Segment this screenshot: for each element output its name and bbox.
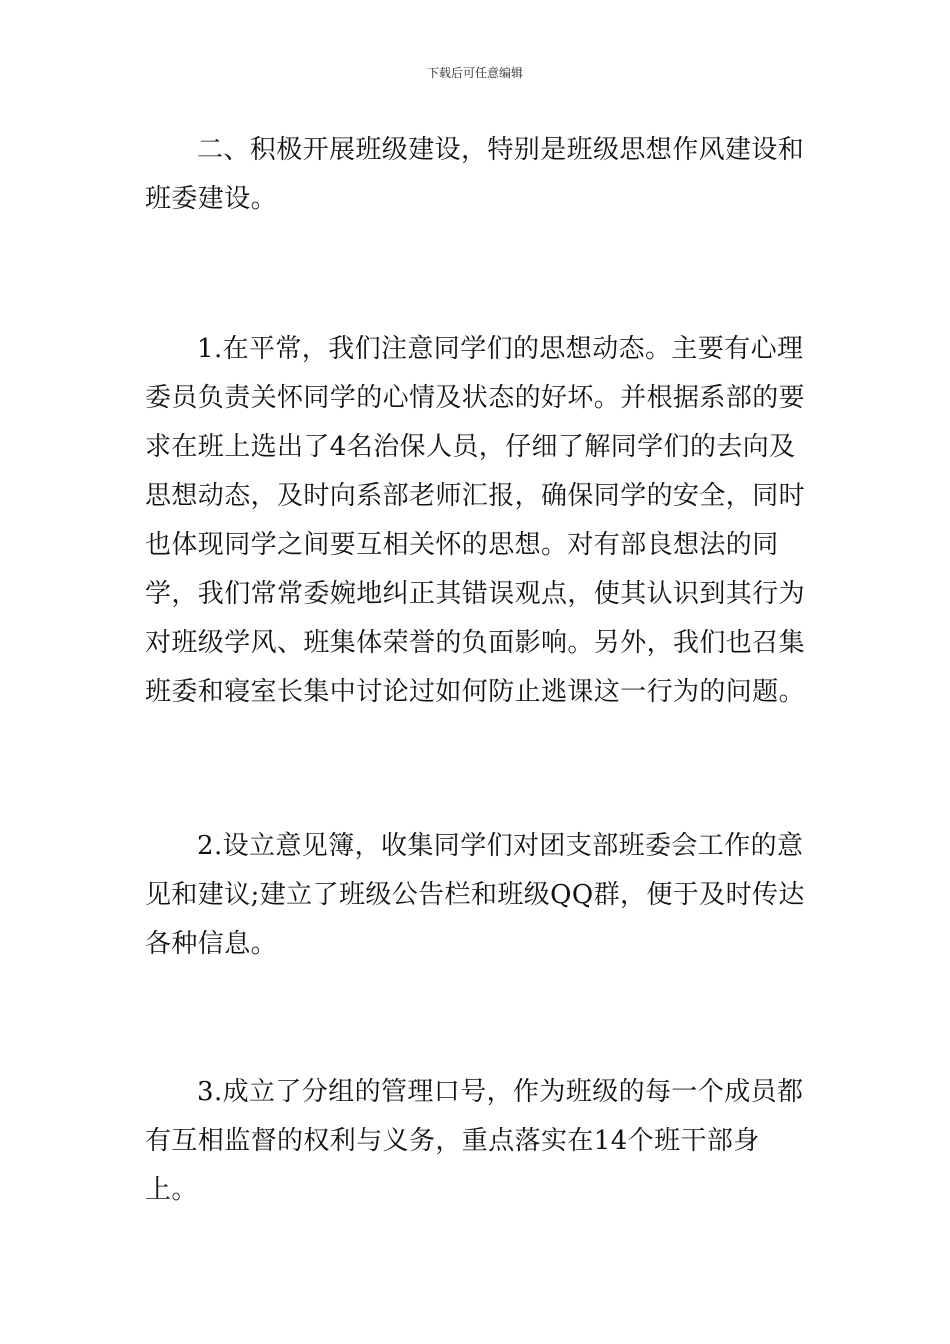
paragraph-item-3: 3.成立了分组的管理口号，作为班级的每一个成员都有互相监督的权利与义务，重点落实在14个班干部身上。 bbox=[145, 1077, 804, 1205]
page-header-note: 下载后可任意编辑 bbox=[426, 66, 523, 80]
paragraph-item-2: 2.设立意见簿，收集同学们对团支部班委会工作的意见和建议;建立了班级公告栏和班级QQ群，便于及时传达各种信息。 bbox=[145, 831, 805, 959]
section-heading: 二、积极开展班级建设，特别是班级思想作风建设和班委建设。 bbox=[145, 135, 805, 214]
paragraph-item-1: 1.在平常，我们注意同学们的思想动态。主要有心理委员负责关怀同学的心情及状态的好坏。并根据系部的要求在班上选出了4名治保人员，仔细了解同学们的去向及思想动态，及时向系部老师汇报，确保同学的安全，同时也体现同学之间要互相关怀的思想。对有部良想法的同学，我们常常委婉地纠正其错误观点，使其认识到其行为对班级学风、班集体荣誉的负面影响。另外，我们也召集班委和寝室长集中讨论过如何防止逃课这一行为的问题。 bbox=[145, 334, 806, 707]
